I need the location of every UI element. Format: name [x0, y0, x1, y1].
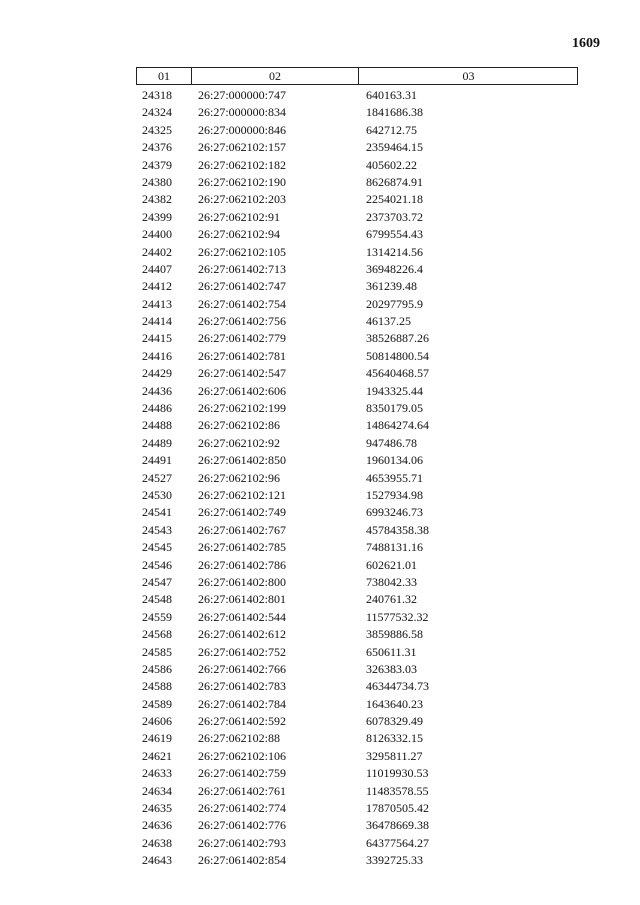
table-cell-col2: 26:27:062102:86 [198, 418, 281, 433]
table-cell-col3: 650611.31 [366, 644, 417, 659]
table-cell-col2: 26:27:061402:752 [198, 644, 287, 659]
table-cell-col2: 26:27:061402:606 [198, 383, 287, 398]
table-row [136, 244, 578, 261]
table-cell-col1: 24324 [142, 105, 172, 120]
table-row [136, 87, 578, 104]
table-cell-col2: 26:27:062102:96 [198, 470, 281, 485]
table-cell-col1: 24543 [142, 522, 172, 537]
table-cell-col1: 24379 [142, 157, 172, 172]
table-cell-col1: 24546 [142, 557, 172, 572]
table-cell-col3: 3295811.27 [366, 748, 423, 763]
table-cell-col3: 1943325.44 [366, 383, 423, 398]
table-cell-col2: 26:27:000000:834 [198, 105, 287, 120]
table-row [136, 730, 578, 747]
table-cell-col3: 36948226.4 [366, 261, 423, 276]
table-cell-col1: 24633 [142, 766, 172, 781]
table-cell-col1: 24586 [142, 661, 172, 676]
table-cell-col3: 6993246.73 [366, 505, 423, 520]
table-row [136, 487, 578, 504]
table-cell-col3: 36478669.38 [366, 818, 429, 833]
table-cell-col3: 7488131.16 [366, 540, 423, 555]
table-cell-col3: 2373703.72 [366, 209, 423, 224]
table-row [136, 557, 578, 574]
table-cell-col2: 26:27:062102:182 [198, 157, 287, 172]
table-cell-col3: 361239.48 [366, 279, 417, 294]
table-cell-col3: 602621.01 [366, 557, 417, 572]
table-cell-col2: 26:27:062102:199 [198, 401, 287, 416]
table-cell-col2: 26:27:061402:779 [198, 331, 287, 346]
table-cell-col2: 26:27:062102:203 [198, 192, 287, 207]
table-row [136, 835, 578, 852]
table-row [136, 696, 578, 713]
table-cell-col2: 26:27:061402:592 [198, 714, 287, 729]
table-row [136, 539, 578, 556]
table-row [136, 104, 578, 121]
table-cell-col2: 26:27:061402:785 [198, 540, 287, 555]
table-cell-col2: 26:27:061402:786 [198, 557, 287, 572]
table-row [136, 800, 578, 817]
table-cell-col3: 64377564.27 [366, 835, 429, 850]
table-cell-col2: 26:27:062102:91 [198, 209, 281, 224]
table-cell-col3: 46137.25 [366, 314, 411, 329]
table-cell-col1: 24541 [142, 505, 172, 520]
table-cell-col3: 20297795.9 [366, 296, 423, 311]
table-cell-col2: 26:27:061402:781 [198, 348, 287, 363]
table-cell-col1: 24635 [142, 801, 172, 816]
table-cell-col1: 24638 [142, 835, 172, 850]
table-cell-col1: 24489 [142, 435, 172, 450]
table-cell-col3: 3392725.33 [366, 853, 423, 868]
table-cell-col3: 3859886.58 [366, 627, 423, 642]
table-cell-col3: 38526887.26 [366, 331, 429, 346]
table-row [136, 174, 578, 191]
table-cell-col1: 24400 [142, 227, 172, 242]
table-row [136, 765, 578, 782]
table-cell-col3: 8126332.15 [366, 731, 423, 746]
table-row [136, 435, 578, 452]
table-cell-col3: 8626874.91 [366, 174, 423, 189]
table-cell-col1: 24585 [142, 644, 172, 659]
table-cell-col2: 26:27:061402:854 [198, 853, 287, 868]
table-cell-col1: 24382 [142, 192, 172, 207]
table-cell-col1: 24547 [142, 574, 172, 589]
table-cell-col1: 24568 [142, 627, 172, 642]
table-cell-col2: 26:27:062102:88 [198, 731, 281, 746]
table-cell-col3: 1643640.23 [366, 696, 423, 711]
table-row [136, 452, 578, 469]
table-row [136, 470, 578, 487]
table-cell-col1: 24559 [142, 609, 172, 624]
table-cell-col3: 240761.32 [366, 592, 417, 607]
page-number: 1609 [572, 36, 600, 51]
table-cell-col1: 24527 [142, 470, 172, 485]
table-cell-col3: 45784358.38 [366, 522, 429, 537]
table-cell-col3: 1841686.38 [366, 105, 423, 120]
table-cell-col2: 26:27:061402:756 [198, 314, 287, 329]
table-cell-col3: 11019930.53 [366, 766, 429, 781]
table-cell-col2: 26:27:062102:94 [198, 227, 281, 242]
table-body [136, 87, 578, 870]
table-cell-col1: 24376 [142, 140, 172, 155]
table-row [136, 400, 578, 417]
table-cell-col3: 326383.03 [366, 661, 417, 676]
table-row [136, 365, 578, 382]
table-row [136, 191, 578, 208]
table-cell-col2: 26:27:061402:783 [198, 679, 287, 694]
table-cell-col3: 738042.33 [366, 574, 417, 589]
table-cell-col1: 24416 [142, 348, 172, 363]
table-cell-col1: 24488 [142, 418, 172, 433]
table-cell-col1: 24588 [142, 679, 172, 694]
table-cell-col2: 26:27:061402:713 [198, 261, 287, 276]
table-row [136, 330, 578, 347]
table-cell-col2: 26:27:061402:761 [198, 783, 287, 798]
table-cell-col3: 4653955.71 [366, 470, 423, 485]
table-cell-col2: 26:27:061402:850 [198, 453, 287, 468]
table-cell-col1: 24530 [142, 487, 172, 502]
table-cell-col3: 46344734.73 [366, 679, 429, 694]
table-cell-col1: 24414 [142, 314, 172, 329]
column-header-02: 02 [192, 68, 359, 84]
table-cell-col1: 24636 [142, 818, 172, 833]
table-row [136, 591, 578, 608]
table-cell-col3: 50814800.54 [366, 348, 429, 363]
table-row [136, 122, 578, 139]
table-cell-col3: 6799554.43 [366, 227, 423, 242]
table-cell-col3: 8350179.05 [366, 401, 423, 416]
table-cell-col3: 947486.78 [366, 435, 417, 450]
table-cell-col3: 17870505.42 [366, 801, 429, 816]
table-cell-col3: 14864274.64 [366, 418, 429, 433]
table-cell-col3: 45640468.57 [366, 366, 429, 381]
table-cell-col1: 24621 [142, 748, 172, 763]
table-cell-col1: 24589 [142, 696, 172, 711]
table-cell-col1: 24619 [142, 731, 172, 746]
table-row [136, 574, 578, 591]
column-header-01: 01 [137, 68, 192, 84]
table-cell-col2: 26:27:062102:106 [198, 748, 287, 763]
table-row [136, 678, 578, 695]
table-cell-col1: 24548 [142, 592, 172, 607]
table-row [136, 157, 578, 174]
table-row [136, 609, 578, 626]
table-cell-col2: 26:27:061402:784 [198, 696, 287, 711]
table-row [136, 383, 578, 400]
table-cell-col3: 640163.31 [366, 88, 417, 102]
table-cell-col3: 11483578.55 [366, 783, 429, 798]
table-cell-col3: 642712.75 [366, 122, 417, 137]
table-row [136, 139, 578, 156]
table-row [136, 278, 578, 295]
table-cell-col2: 26:27:061402:749 [198, 505, 287, 520]
table-row [136, 852, 578, 869]
table-cell-col2: 26:27:061402:800 [198, 574, 287, 589]
table-cell-col2: 26:27:000000:747 [198, 88, 287, 102]
table-cell-col3: 2359464.15 [366, 140, 423, 155]
table-header [136, 67, 578, 85]
table-cell-col3: 405602.22 [366, 157, 417, 172]
table-row [136, 226, 578, 243]
table-cell-col1: 24399 [142, 209, 172, 224]
table-cell-col1: 24436 [142, 383, 172, 398]
table-cell-col1: 24325 [142, 122, 172, 137]
table-cell-col3: 6078329.49 [366, 714, 423, 729]
table-cell-col3: 1314214.56 [366, 244, 423, 259]
table-row [136, 296, 578, 313]
table-cell-col2: 26:27:062102:157 [198, 140, 287, 155]
table-cell-col2: 26:27:062102:121 [198, 487, 287, 502]
table-cell-col1: 24412 [142, 279, 172, 294]
table-cell-col1: 24486 [142, 401, 172, 416]
table-cell-col3: 1527934.98 [366, 487, 423, 502]
table-cell-col2: 26:27:061402:801 [198, 592, 287, 607]
table-cell-col2: 26:27:061402:774 [198, 801, 287, 816]
table-cell-col3: 2254021.18 [366, 192, 423, 207]
table-cell-col2: 26:27:061402:754 [198, 296, 287, 311]
table-cell-col2: 26:27:062102:105 [198, 244, 287, 259]
table-cell-col1: 24634 [142, 783, 172, 798]
table-cell-col2: 26:27:061402:612 [198, 627, 287, 642]
table-row [136, 817, 578, 834]
table-cell-col2: 26:27:062102:92 [198, 435, 281, 450]
table-row [136, 261, 578, 278]
table-cell-col1: 24491 [142, 453, 172, 468]
table-cell-col2: 26:27:000000:846 [198, 122, 287, 137]
table-row [136, 644, 578, 661]
table-cell-col3: 1960134.06 [366, 453, 423, 468]
table-cell-col1: 24380 [142, 174, 172, 189]
table-row [136, 348, 578, 365]
table-cell-col1: 24429 [142, 366, 172, 381]
table-row [136, 661, 578, 678]
table-cell-col2: 26:27:061402:776 [198, 818, 287, 833]
table-row [136, 417, 578, 434]
table-cell-col2: 26:27:061402:547 [198, 366, 287, 381]
table-row [136, 783, 578, 800]
table-row [136, 713, 578, 730]
table-row [136, 209, 578, 226]
table-cell-col2: 26:27:061402:766 [198, 661, 287, 676]
table-cell-col1: 24318 [142, 88, 172, 102]
table-cell-col1: 24407 [142, 261, 172, 276]
table-cell-col2: 26:27:062102:190 [198, 174, 287, 189]
table-cell-col1: 24413 [142, 296, 172, 311]
table-cell-col1: 24643 [142, 853, 172, 868]
table-row [136, 313, 578, 330]
table-cell-col2: 26:27:061402:759 [198, 766, 287, 781]
table-cell-col2: 26:27:061402:544 [198, 609, 287, 624]
table-row [136, 504, 578, 521]
table-cell-col2: 26:27:061402:793 [198, 835, 287, 850]
table-row [136, 522, 578, 539]
column-header-03: 03 [462, 69, 475, 83]
table-cell-col2: 26:27:061402:747 [198, 279, 287, 294]
table-cell-col2: 26:27:061402:767 [198, 522, 287, 537]
table-row [136, 748, 578, 765]
table-cell-col1: 24606 [142, 714, 172, 729]
table-cell-col3: 11577532.32 [366, 609, 429, 624]
table-cell-col1: 24545 [142, 540, 172, 555]
table-row [136, 626, 578, 643]
table-cell-col1: 24402 [142, 244, 172, 259]
table-cell-col1: 24415 [142, 331, 172, 346]
